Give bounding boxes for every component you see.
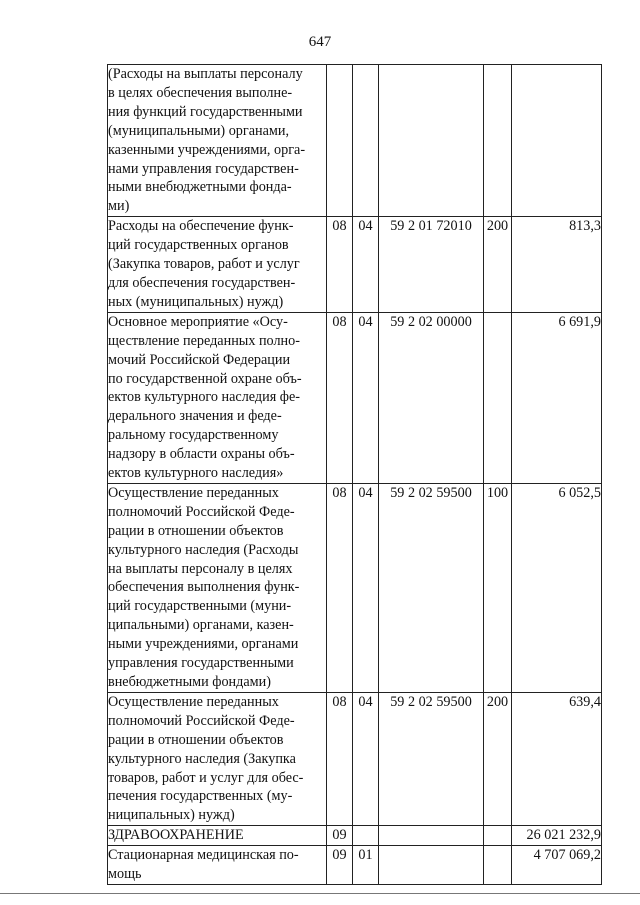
- table-row: [108, 217, 602, 313]
- amount: 6 691,9: [512, 312, 602, 483]
- amount: 26 021 232,9: [512, 826, 602, 846]
- amount: 4 707 069,2: [512, 846, 602, 885]
- table-row: [108, 692, 602, 825]
- expense-type-code: [484, 65, 512, 217]
- expense-type-code: 100: [484, 483, 512, 692]
- expense-name: Осуществление переданных полномочий Российской Феде- рации в отношении объектов культурного наследия (Закупка товаров, работ и услуг для обес- печения государственных (му- ниципальных) нужд): [108, 692, 327, 825]
- table-row: [108, 65, 602, 217]
- expense-name: ЗДРАВООХРАНЕНИЕ: [108, 826, 327, 846]
- table-row: [108, 826, 602, 846]
- budget-table: [107, 64, 602, 885]
- expense-type-code: 200: [484, 692, 512, 825]
- target-article-code: [379, 846, 484, 885]
- table-row: [108, 483, 602, 692]
- amount: 639,4: [512, 692, 602, 825]
- subsection-code: 04: [353, 483, 379, 692]
- amount: 813,3: [512, 217, 602, 313]
- subsection-code: 01: [353, 846, 379, 885]
- page-number: 647: [308, 34, 332, 50]
- expense-name: Расходы на обеспечение функ- ций государственных органов (Закупка товаров, работ и услуг для обеспечения государствен- ных (муниципальных) нужд): [108, 217, 327, 313]
- amount: [512, 65, 602, 217]
- section-code: 08: [327, 692, 353, 825]
- section-code: 08: [327, 312, 353, 483]
- expense-type-code: [484, 826, 512, 846]
- expense-name: Основное мероприятие «Осу- ществление переданных полно- мочий Российской Федерации по государственной охране объ- ектов культурного наследия фе- дерального значения и феде- ральному государственному надзору в области охраны объ- ектов культурного наследия»: [108, 312, 327, 483]
- subsection-code: [353, 65, 379, 217]
- section-code: 09: [327, 846, 353, 885]
- subsection-code: 04: [353, 312, 379, 483]
- expense-type-code: [484, 846, 512, 885]
- expense-name: Осуществление переданных полномочий Российской Феде- рации в отношении объектов культурного наследия (Расходы на выплаты персоналу в целях обеспечения выполнения функ- ций государственными (муни- ципальными) органами, казен- ными учреждениями, органами управления государственными внебюджетными фондами): [108, 483, 327, 692]
- expense-type-code: 200: [484, 217, 512, 313]
- target-article-code: 59 2 02 59500: [379, 692, 484, 825]
- subsection-code: [353, 826, 379, 846]
- target-article-code: [379, 65, 484, 217]
- expense-type-code: [484, 312, 512, 483]
- table-row: [108, 312, 602, 483]
- section-code: [327, 65, 353, 217]
- section-code: 08: [327, 217, 353, 313]
- page-bottom-rule: [0, 893, 640, 894]
- section-code: 08: [327, 483, 353, 692]
- target-article-code: 59 2 01 72010: [379, 217, 484, 313]
- target-article-code: [379, 826, 484, 846]
- target-article-code: 59 2 02 00000: [379, 312, 484, 483]
- target-article-code: 59 2 02 59500: [379, 483, 484, 692]
- expense-name: Стационарная медицинская по- мощь: [108, 846, 327, 885]
- amount: 6 052,5: [512, 483, 602, 692]
- section-code: 09: [327, 826, 353, 846]
- subsection-code: 04: [353, 692, 379, 825]
- expense-name: (Расходы на выплаты персоналу в целях обеспечения выполне- ния функций государственными (муниципальными) органами, казенными учреждениями, орга- нами управления государствен- ными внебюджетными фонда- ми): [108, 65, 327, 217]
- subsection-code: 04: [353, 217, 379, 313]
- table-row: [108, 846, 602, 885]
